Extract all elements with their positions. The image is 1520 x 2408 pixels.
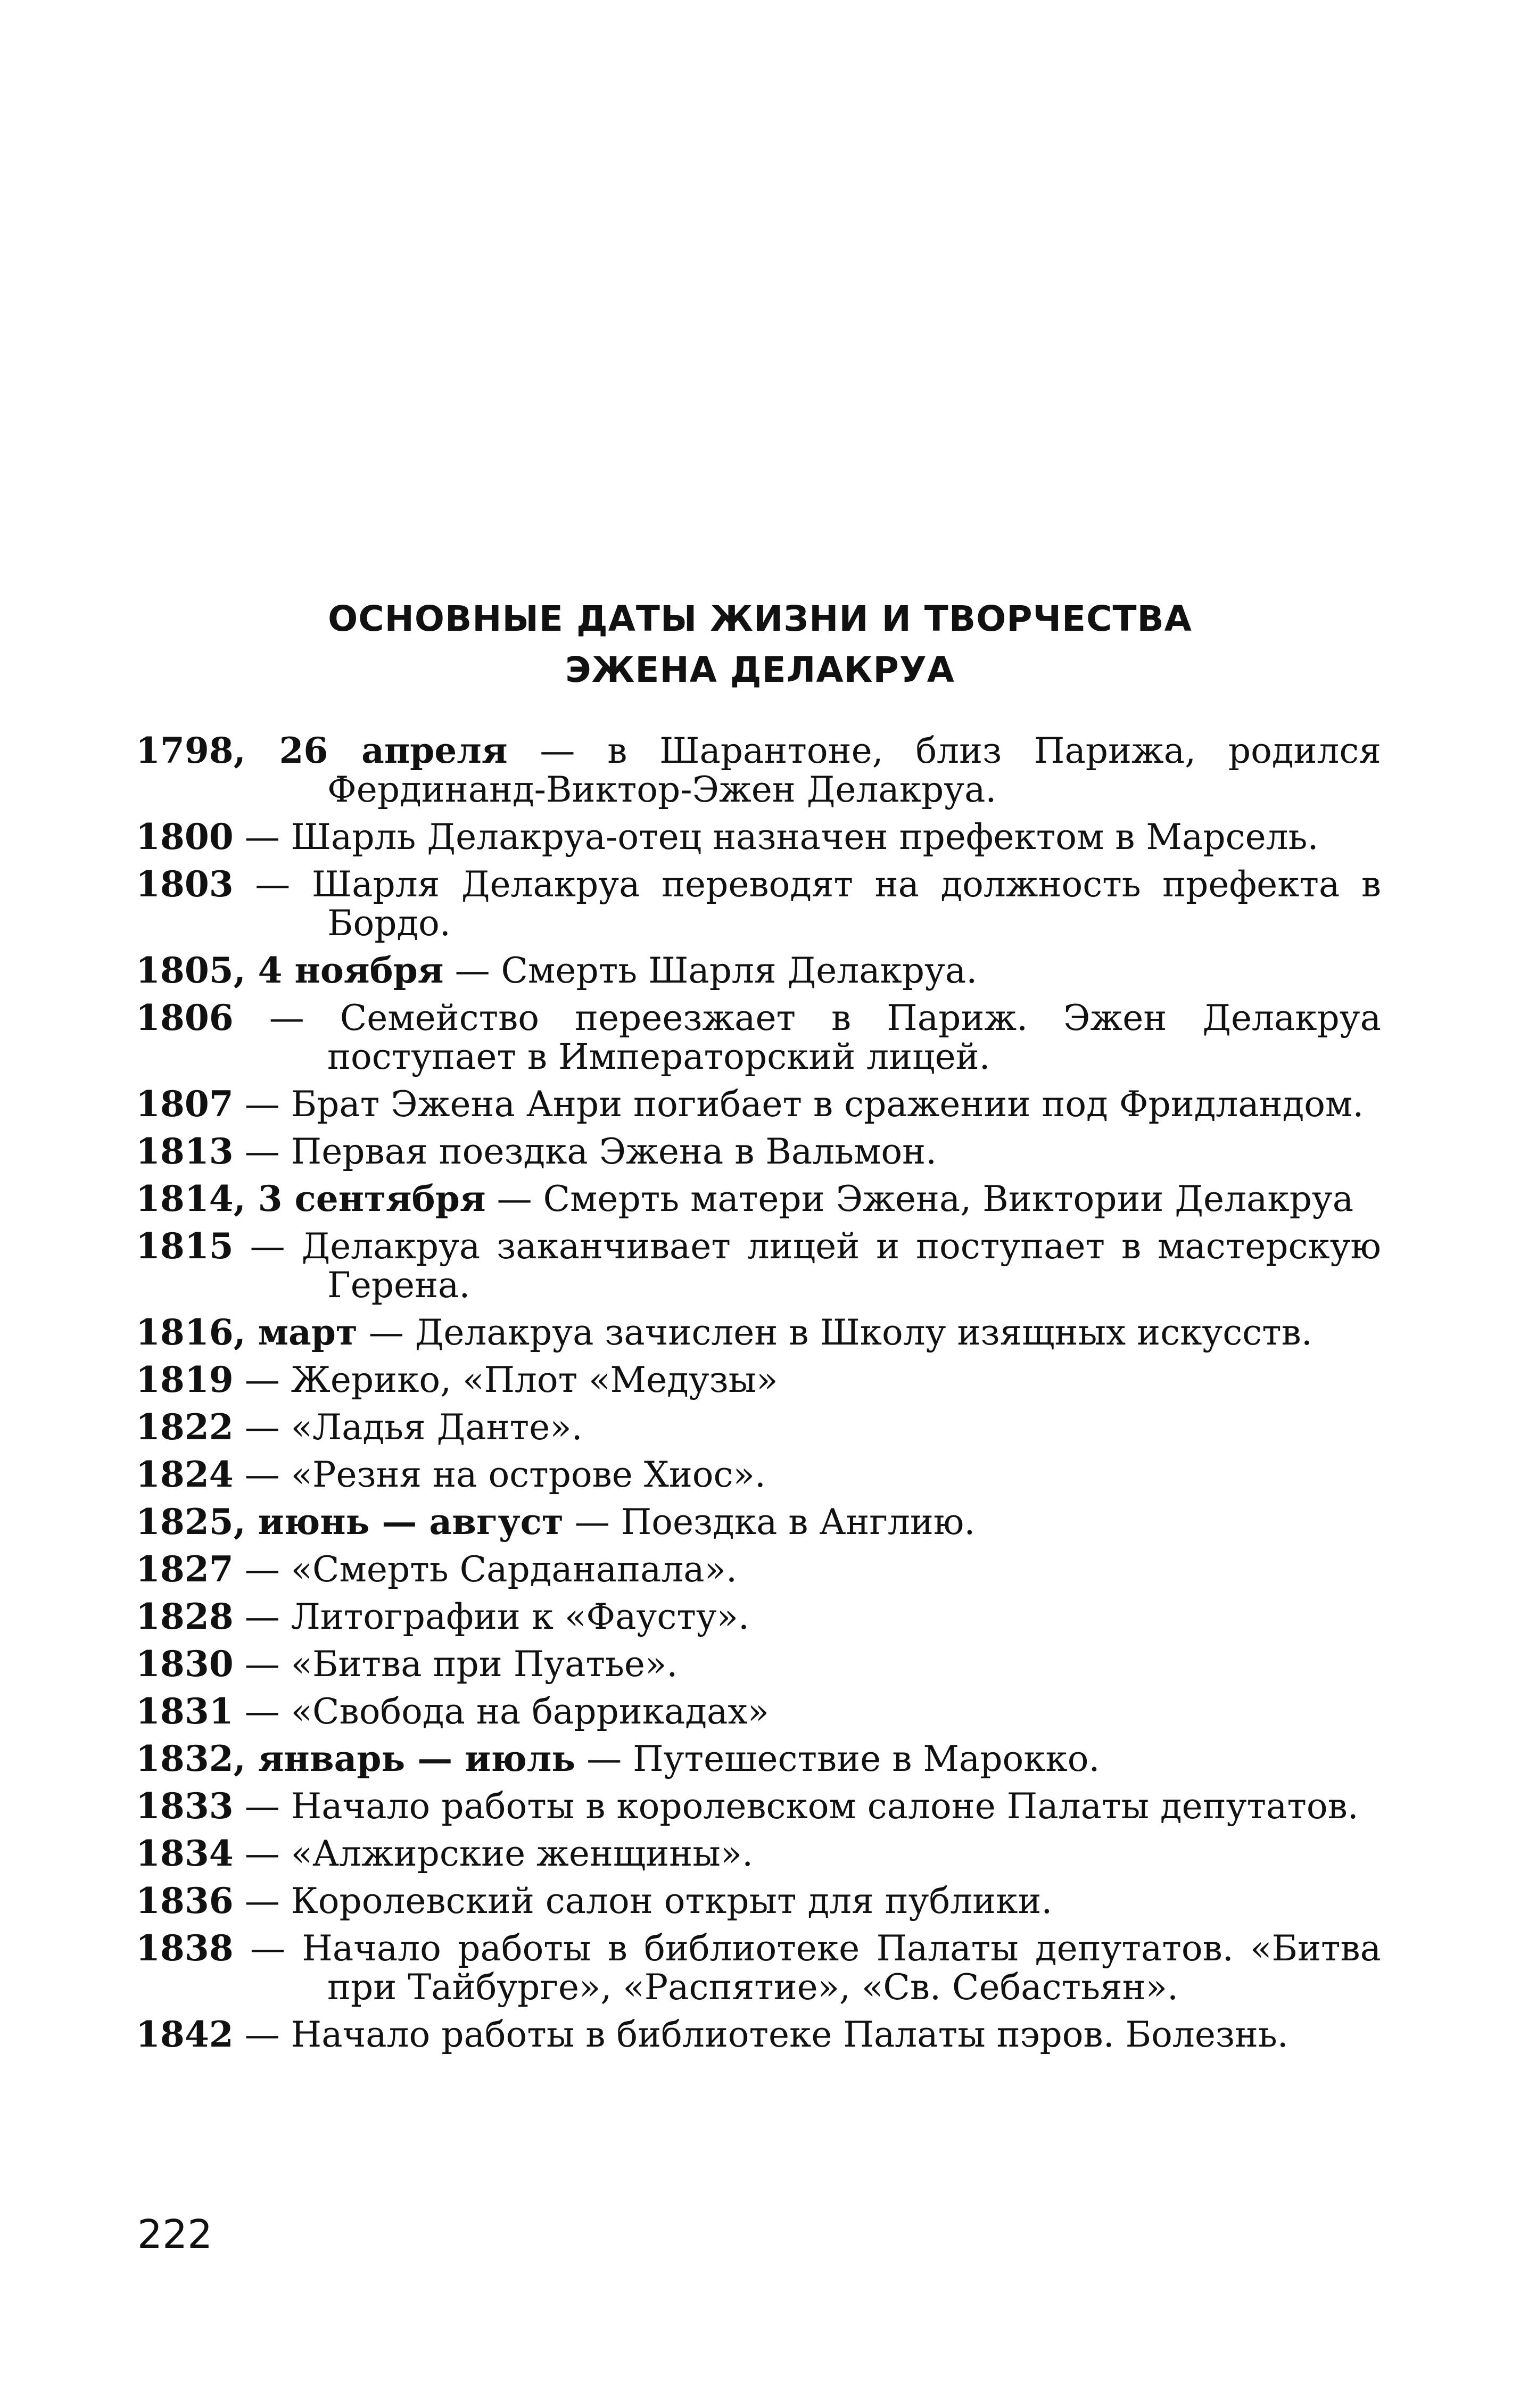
entry-text: «Резня на острове Хиос».	[291, 1454, 766, 1495]
entry-text: Смерть матери Эжена, Виктории Делакруа	[543, 1178, 1354, 1219]
chronology-entry	[136, 951, 1381, 990]
chronology-entry	[136, 1180, 1381, 1218]
entry-dash: —	[244, 1881, 280, 1922]
entry-date: 1825, июнь — август	[136, 1501, 564, 1543]
entry-text: Делакруа заканчивает лицей и поступает в мастерскую Герена.	[301, 1226, 1382, 1306]
entry-text: «Алжирские женщины».	[291, 1833, 754, 1874]
entry-text: Путешествие в Марокко.	[633, 1738, 1100, 1779]
entry-text: в Шарантоне, близ Парижа, родился Фердинанд-Виктор-Эжен Делакруа.	[327, 730, 1381, 810]
chronology-entry	[136, 1455, 1381, 1494]
entry-dash: —	[244, 1549, 280, 1590]
entry-text: «Битва при Пуатье».	[291, 1644, 678, 1685]
entry-dash: —	[586, 1738, 622, 1779]
chronology-entry	[136, 999, 1381, 1076]
entry-text: «Смерть Сарданапала».	[291, 1549, 738, 1590]
entry-date: 1830	[136, 1643, 234, 1685]
entry-date: 1819	[136, 1359, 234, 1400]
entry-date: 1836	[136, 1880, 234, 1922]
entry-text: Брат Эжена Анри погибает в сражении под Фридландом.	[291, 1084, 1364, 1125]
entry-date: 1832, январь — июль	[136, 1738, 576, 1779]
entry-dash: —	[244, 1596, 280, 1637]
entry-date: 1800	[136, 816, 234, 857]
entry-text: Начало работы в библиотеке Палаты депутатов. «Битва при Тайбурге», «Распятие», «Св. Себастьян».	[302, 1928, 1381, 2008]
entry-date: 1828	[136, 1596, 234, 1637]
chronology-entry	[136, 1645, 1381, 1684]
chronology-entry	[136, 1503, 1381, 1541]
entry-date: 1798, 26 апреля	[136, 730, 508, 771]
entry-text: Смерть Шарля Делакруа.	[501, 950, 978, 991]
chronology-entry	[136, 1408, 1381, 1447]
entry-dash: —	[455, 950, 490, 991]
entry-date: 1814, 3 сентября	[136, 1178, 486, 1219]
chronology-entry	[136, 1739, 1381, 1778]
entry-text: Литографии к «Фаусту».	[291, 1596, 750, 1637]
chronology-entry	[136, 1882, 1381, 1920]
entry-date: 1831	[136, 1690, 234, 1732]
entry-dash: —	[244, 1833, 280, 1874]
page-number: 222	[137, 2212, 213, 2257]
entry-date: 1816, март	[136, 1312, 358, 1353]
entry-text: «Свобода на баррикадах»	[291, 1691, 769, 1732]
chronology-entry	[136, 1550, 1381, 1589]
entry-text: Королевский салон открыт для публики.	[291, 1881, 1053, 1922]
chronology-entry	[136, 1132, 1381, 1171]
entry-date: 1805, 4 ноября	[136, 950, 444, 991]
entry-text: Начало работы в королевском салоне Палаты депутатов.	[291, 1786, 1359, 1827]
entry-text: Первая поездка Эжена в Вальмон.	[291, 1131, 937, 1172]
chronology-entry	[136, 1787, 1381, 1826]
entry-dash: —	[250, 1928, 286, 1969]
chronology-entry	[136, 865, 1381, 943]
entry-dash: —	[244, 2014, 280, 2055]
chronology-heading	[0, 593, 1520, 696]
chronology-list	[136, 731, 1381, 2063]
chronology-entry	[136, 1313, 1381, 1352]
entry-date: 1838	[136, 1927, 234, 1969]
entry-dash: —	[244, 1359, 280, 1400]
chronology-entry	[136, 1834, 1381, 1873]
entry-date: 1834	[136, 1833, 234, 1874]
entry-dash: —	[244, 1084, 280, 1125]
entry-dash: —	[244, 817, 280, 857]
entry-date: 1827	[136, 1548, 234, 1590]
entry-text: Жерико, «Плот «Медузы»	[291, 1359, 778, 1400]
chronology-entry	[136, 1929, 1381, 2007]
chronology-entry	[136, 818, 1381, 856]
entry-dash: —	[250, 1226, 285, 1267]
heading-line-2: ЭЖЕНА ДЕЛАКРУА	[565, 649, 955, 690]
entry-dash: —	[269, 997, 304, 1038]
entry-date: 1815	[136, 1225, 234, 1267]
chronology-entry	[136, 1360, 1381, 1399]
entry-text: Делакруа зачислен в Школу изящных искусств.	[415, 1312, 1312, 1353]
entry-dash: —	[244, 1644, 280, 1685]
entry-text: Поездка в Англию.	[621, 1502, 976, 1543]
entry-text: Шарля Делакруа переводят на должность префекта в Бордо.	[311, 864, 1381, 944]
entry-date: 1833	[136, 1785, 234, 1827]
entry-dash: —	[368, 1312, 404, 1353]
entry-dash: —	[244, 1786, 280, 1827]
heading-line-1: ОСНОВНЫЕ ДАТЫ ЖИЗНИ И ТВОРЧЕСТВА	[328, 598, 1192, 639]
chronology-entry	[136, 731, 1381, 809]
entry-dash: —	[255, 864, 291, 905]
entry-date: 1842	[136, 2014, 234, 2055]
entry-text: Семейство переезжает в Париж. Эжен Делакруа поступает в Императорский лицей.	[327, 997, 1381, 1077]
entry-dash: —	[540, 730, 575, 771]
chronology-entry	[136, 2015, 1381, 2054]
entry-text: Шарль Делакруа-отец назначен префектом в Марсель.	[291, 817, 1319, 857]
entry-date: 1824	[136, 1454, 234, 1495]
chronology-entry	[136, 1227, 1381, 1305]
entry-dash: —	[497, 1178, 532, 1219]
entry-text: Начало работы в библиотеке Палаты пэров. Болезнь.	[291, 2014, 1288, 2055]
chronology-entry	[136, 1085, 1381, 1124]
entry-date: 1813	[136, 1131, 234, 1172]
entry-dash: —	[244, 1131, 280, 1172]
entry-date: 1807	[136, 1083, 234, 1125]
entry-dash: —	[244, 1454, 280, 1495]
entry-date: 1803	[136, 863, 234, 905]
entry-dash: —	[574, 1502, 610, 1543]
entry-date: 1806	[136, 997, 234, 1038]
entry-date: 1822	[136, 1406, 234, 1448]
chronology-entry	[136, 1597, 1381, 1636]
chronology-entry	[136, 1692, 1381, 1731]
entry-dash: —	[244, 1407, 280, 1448]
entry-dash: —	[244, 1691, 280, 1732]
entry-text: «Ладья Данте».	[291, 1407, 583, 1448]
